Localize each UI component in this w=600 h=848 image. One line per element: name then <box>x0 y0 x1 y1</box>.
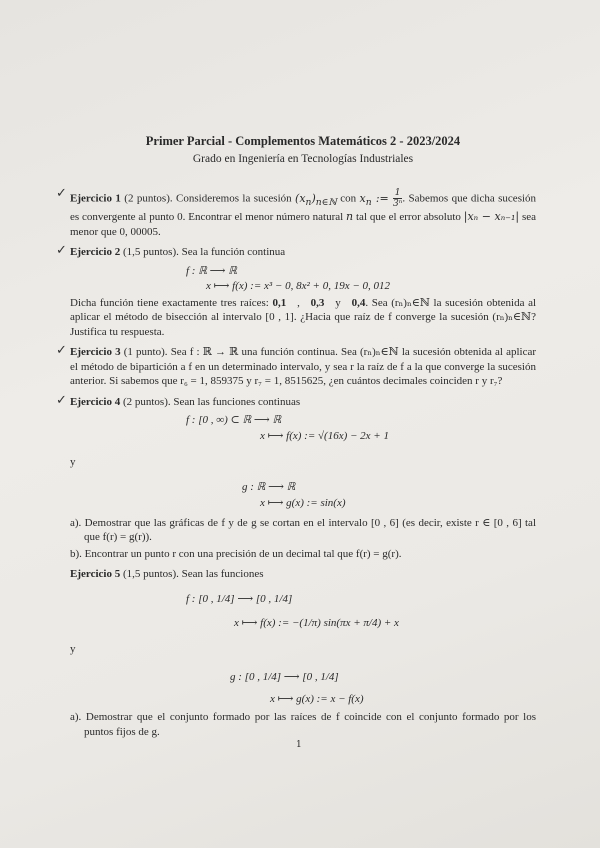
ex4-part-a: a). Demostrar que las gráficas de f y de g se cortan en el intervalo [0 , 6] (es decir, existe r ∈ [0 , 6] tal que f(r) = g(r)). <box>70 516 536 544</box>
exercise-3-label: Ejercicio 3 <box>70 346 121 359</box>
ex4-f-def: x ⟼ f(x) := √(16x) − 2x + 1 <box>260 430 389 443</box>
exercise-1-n: n <box>346 210 354 224</box>
root-3: 0,4 <box>351 296 366 309</box>
sequence: $(x_n)_{n\in ℕ}$ <box>295 191 337 208</box>
exercise-3-text: Sea f : ℝ → ℝ una función continua. Sea (rₙ)ₙ∈ℕ la sucesión obtenida al aplicar el método de bipartición a f en un determinado intervalo, y sea r la raíz de f a la que converge la sucesión anterior. Si sabemos que r₆ = 1, 859375 y r₇ = 1, 8515625, ¿en cuántos decimales coinciden r y r₇? <box>70 346 537 388</box>
ex4-part-b: b). Encontrar un punto r con una precisión de un decimal tal que f(r) = g(r). <box>70 547 402 560</box>
ex4-y: y <box>70 456 76 469</box>
checkmark-icon: ✓ <box>56 242 67 258</box>
exercise-1 <box>56 185 537 239</box>
exercise-1-text-d: sea menor que 0, 00005. <box>70 211 537 238</box>
exercise-3 <box>56 342 537 389</box>
root-2: 0,3 <box>310 296 325 309</box>
exercise-1-text-b: . Sabemos que dicha sucesión es convergente al punto 0. Encontrar el menor número natural <box>70 192 537 224</box>
exercise-2 <box>56 242 536 260</box>
exercise-1-text-c: tal que el error absoluto <box>356 211 461 224</box>
exercise-5-intro: Sean las funciones <box>181 568 264 581</box>
exam-content <box>56 134 537 741</box>
exercise-1-text: Consideremos la sucesión <box>176 192 292 205</box>
checkmark-icon: ✓ <box>56 391 67 407</box>
exercise-5 <box>70 567 536 582</box>
exercise-1-label: Ejercicio 1 <box>70 192 121 205</box>
exercise-2-points: (1,5 puntos). <box>122 246 179 259</box>
page-number: 1 <box>296 740 302 750</box>
exercise-1-con: con <box>340 192 357 205</box>
exam-subtitle: Grado en Ingeniería en Tecnologías Industriales <box>192 152 414 165</box>
ex2-map: f : ℝ ⟶ ℝ <box>186 264 237 277</box>
exercise-5-label: Ejercicio 5 <box>70 568 121 581</box>
exam-title: Primer Parcial - Complementos Matemáticos 2 - 2023/2024 <box>145 134 461 148</box>
exercise-2-body: Dicha función tiene exactamente tres raíces: 0,1 , 0,3 y 0,4. Sea (rₙ)ₙ∈ℕ la sucesión obtenida al aplicar el método de bisección al intervalo [0 , 1]. ¿Hacia que raíz de f converge la sucesión (rₙ)ₙ∈ℕ? Justifica tu respuesta. <box>70 296 537 338</box>
ex5-y: y <box>70 642 76 655</box>
exercise-2-label: Ejercicio 2 <box>70 246 121 259</box>
ex5-f-def: x ⟼ f(x) := −(1/π) sin(πx + π/4) + x <box>234 616 399 629</box>
ex2-def: x ⟼ f(x) := x³ − 0, 8x² + 0, 19x − 0, 012 <box>206 279 391 292</box>
exercise-2-intro: Sea la función continua <box>181 246 286 259</box>
root-1: 0,1 <box>272 296 287 309</box>
ex4-f-map: f : [0 , ∞) ⊂ ℝ ⟶ ℝ <box>186 414 282 427</box>
checkmark-icon: ✓ <box>56 185 67 200</box>
sequence-term: $x_n$ := $\frac{1}{\text{3ⁿ}}$ <box>359 188 403 209</box>
exercise-4-intro: Sean las funciones continuas <box>173 395 301 408</box>
exercise-4-points: (2 puntos). <box>122 395 171 408</box>
exercise-4 <box>56 391 536 410</box>
ex5-g-def: x ⟼ g(x) := x − f(x) <box>270 693 364 706</box>
ex4-g-def: x ⟼ g(x) := sin(x) <box>260 496 346 509</box>
ex5-f-map: f : [0 , 1/4] ⟶ [0 , 1/4] <box>186 592 293 605</box>
exercise-5-points: (1,5 puntos). <box>122 568 179 581</box>
ex4-g-map: g : ℝ ⟶ ℝ <box>242 480 296 493</box>
exercise-3-points: (1 punto). <box>123 346 168 359</box>
exercise-1-points: (2 puntos). <box>124 192 173 205</box>
ex5-part-a: a). Demostrar que el conjunto formado por las raíces de f coincide con el conjunto formado por los puntos fijos de g. <box>70 711 536 738</box>
checkmark-icon: ✓ <box>56 342 67 358</box>
absolute-error: |xₙ − xₙ₋₁| <box>463 210 520 224</box>
exercise-4-label: Ejercicio 4 <box>70 395 121 408</box>
ex5-g-map: g : [0 , 1/4] ⟶ [0 , 1/4] <box>230 671 339 684</box>
